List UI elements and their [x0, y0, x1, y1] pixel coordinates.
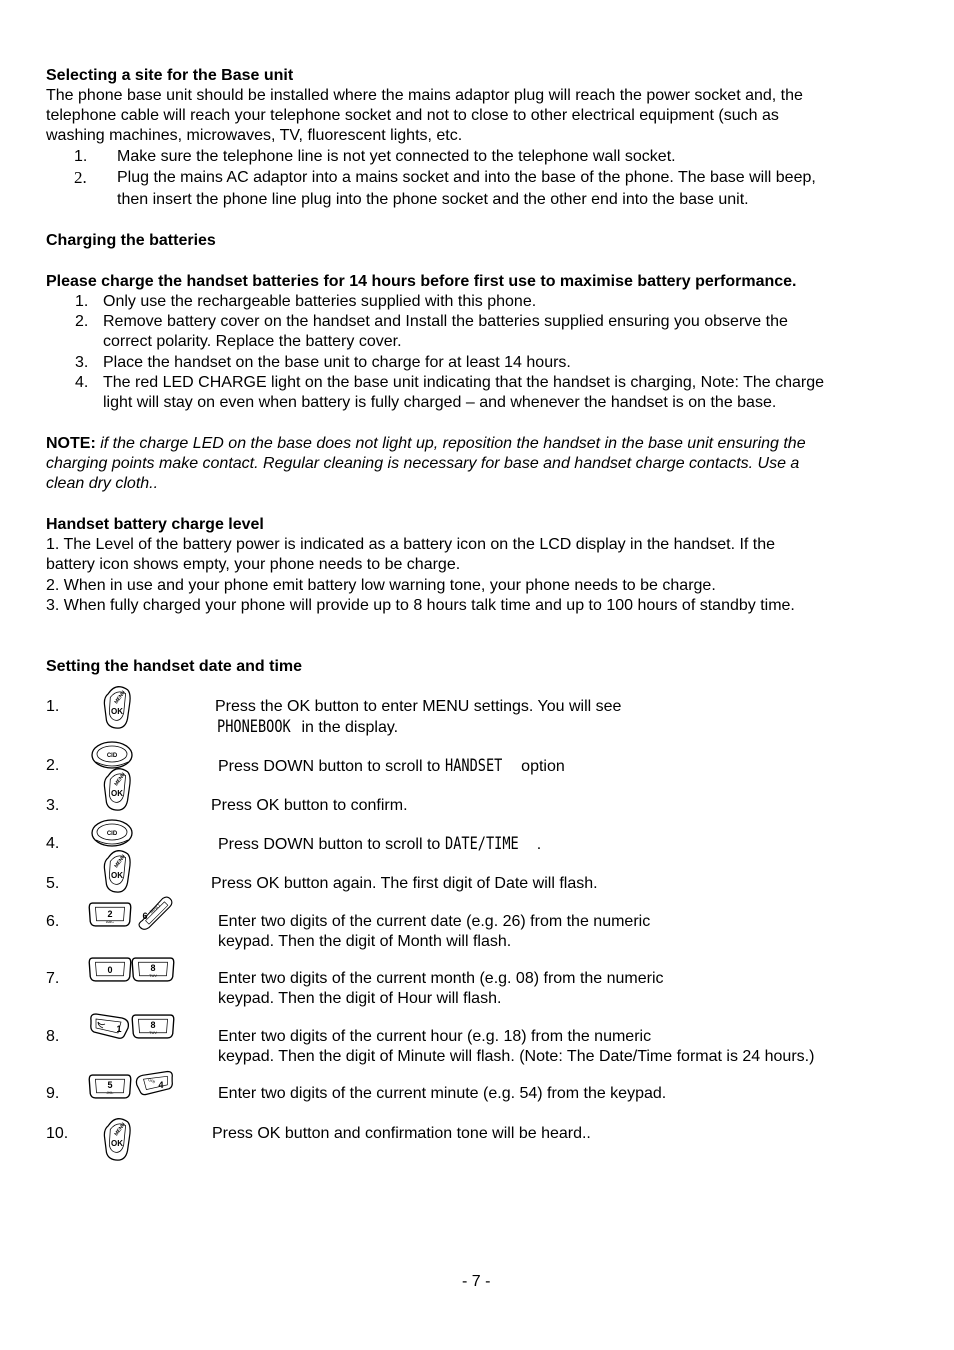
- key-0-icon: [88, 956, 132, 983]
- key-6-sub: MNO: [148, 903, 162, 916]
- key-0-label: 0: [107, 965, 113, 975]
- ok-menu-key-icon: [101, 1116, 133, 1162]
- cid-key-label: CID: [106, 753, 118, 759]
- key-8-sub: TUV: [149, 973, 157, 978]
- list-number: 2.: [74, 168, 87, 187]
- ok-key-label: OK: [111, 871, 123, 880]
- key-8-tuv-icon: [131, 1013, 175, 1040]
- key-8-label: 8: [150, 963, 156, 973]
- ok-menu-key-icon: [101, 848, 133, 894]
- section-heading-battery-level: Handset battery charge level: [46, 516, 264, 533]
- list-number: 2.: [75, 313, 89, 330]
- paragraph-line: The phone base unit should be installed where the mains adaptor plug will reach the power socket and, the: [46, 87, 803, 104]
- key-2-label: 2: [107, 909, 113, 919]
- ok-key-label: OK: [111, 789, 123, 798]
- paragraph-line: battery icon shows empty, your phone needs to be charge.: [46, 556, 461, 573]
- cid-key-label: CID: [106, 831, 118, 837]
- menu-key-label: MENU: [113, 1121, 127, 1138]
- step-number: 3.: [46, 797, 60, 814]
- key-8-label: 8: [150, 1020, 156, 1030]
- list-item: Make sure the telephone line is not yet connected to the telephone wall socket.: [117, 148, 676, 165]
- ok-key-label: OK: [111, 1139, 123, 1148]
- charging-warning: Please charge the handset batteries for 14 hours before first use to maximise battery performance.: [46, 273, 797, 290]
- step-number: 4.: [46, 835, 60, 852]
- step-number: 6.: [46, 913, 60, 930]
- step-number: 8.: [46, 1028, 60, 1045]
- paragraph-line: 2. When in use and your phone emit battery low warning tone, your phone needs to be charge.: [46, 577, 716, 594]
- step-text-suffix: option: [516, 758, 565, 775]
- paragraph-line: telephone cable will reach your telephone socket and not to close to other electrical equipment (such as: [46, 107, 779, 124]
- step-text: [218, 756, 565, 777]
- key-5-sub: JKL: [106, 1090, 114, 1095]
- paragraph-line: washing machines, microwaves, TV, fluorescent lights, etc.: [46, 127, 463, 144]
- step-number: 10.: [46, 1125, 69, 1142]
- step-text: keypad. Then the digit of Hour will flash.: [218, 990, 502, 1007]
- ok-menu-key-icon: [101, 766, 133, 812]
- note-line: clean dry cloth..: [46, 475, 159, 492]
- list-item: Remove battery cover on the handset and Install the batteries supplied ensuring you observe the: [103, 313, 788, 330]
- key-5-jkl-icon: [88, 1073, 132, 1100]
- menu-key-label: MENU: [113, 689, 127, 706]
- step-text: [218, 834, 541, 855]
- step-number: 7.: [46, 970, 60, 987]
- step-text: Press OK button again. The first digit of Date will flash.: [211, 875, 598, 892]
- note-text: if the charge LED on the base does not light up, reposition the handset in the base unit ensuring the: [95, 435, 806, 452]
- step-text: Press OK button and confirmation tone will be heard..: [212, 1125, 591, 1142]
- key-1-label: 1: [116, 1024, 122, 1034]
- step-number: 5.: [46, 875, 60, 892]
- key-2-sub: ABC: [105, 919, 115, 924]
- key-2-abc-icon: [88, 901, 132, 928]
- list-number: 4.: [75, 374, 89, 391]
- key-4-label: 4: [158, 1080, 164, 1090]
- list-number: 3.: [75, 354, 89, 371]
- step-number: 2.: [46, 757, 60, 774]
- step-text: Enter two digits of the current date (e.g. 26) from the numeric: [218, 913, 651, 930]
- section-heading-charging: Charging the batteries: [46, 232, 216, 249]
- paragraph-line: 1. The Level of the battery power is indicated as a battery icon on the LCD display in the handset. If the: [46, 536, 776, 553]
- list-item: light will stay on even when battery is fully charged – and whenever the handset is on the base.: [103, 394, 777, 411]
- key-6-label: 6: [142, 911, 148, 921]
- key-5-label: 5: [107, 1080, 113, 1090]
- key-8-sub: TUV: [149, 1030, 157, 1035]
- list-number: 1.: [75, 293, 89, 310]
- key-1-voicemail-icon: [88, 1010, 132, 1040]
- key-4-sub: GHI: [147, 1076, 156, 1085]
- section-heading-date-time: Setting the handset date and time: [46, 658, 303, 675]
- list-number: 1.: [74, 148, 88, 165]
- step-text: [217, 717, 398, 738]
- step-number: 1.: [46, 698, 60, 715]
- step-text-prefix: Press DOWN button to scroll to: [218, 758, 445, 775]
- step-text: Enter two digits of the current hour (e.g. 18) from the numeric: [218, 1028, 652, 1045]
- list-item: Plug the mains AC adaptor into a mains socket and into the base of the phone. The base will beep,: [117, 169, 816, 186]
- key-6-mno-icon: [134, 895, 176, 931]
- key-8-tuv-icon: [131, 956, 175, 983]
- note-line: [46, 434, 806, 454]
- step-number: 9.: [46, 1085, 60, 1102]
- step-text-suffix: in the display.: [297, 719, 399, 736]
- list-item: then insert the phone line plug into the phone socket and the other end into the base unit.: [117, 191, 749, 208]
- section-heading-base-unit: Selecting a site for the Base unit: [46, 67, 294, 84]
- menu-key-label: MENU: [113, 853, 127, 870]
- step-text: Enter two digits of the current minute (e.g. 54) from the keypad.: [218, 1085, 667, 1102]
- step-text: Press OK button to confirm.: [211, 797, 408, 814]
- step-text-suffix: .: [536, 836, 542, 853]
- note-label: NOTE:: [46, 435, 96, 452]
- lcd-handset: HANDSET: [444, 756, 503, 776]
- list-item: The red LED CHARGE light on the base unit indicating that the handset is charging, Note: The charge: [103, 374, 825, 391]
- note-line: charging points make contact. Regular cleaning is necessary for base and handset charge contacts. Use a: [46, 455, 800, 472]
- menu-key-label: MENU: [113, 771, 127, 788]
- page-number: - 7 -: [462, 1273, 491, 1290]
- lcd-phonebook: PHONEBOOK: [217, 717, 291, 737]
- list-item: correct polarity. Replace the battery cover.: [103, 333, 402, 350]
- paragraph-line: 3. When fully charged your phone will provide up to 8 hours talk time and up to 100 hours of standby time.: [46, 597, 795, 614]
- ok-menu-key-icon: [101, 684, 133, 730]
- ok-key-label: OK: [111, 707, 123, 716]
- list-item: Only use the rechargeable batteries supplied with this phone.: [103, 293, 537, 310]
- cid-down-key-icon: [89, 818, 135, 848]
- list-item: Place the handset on the base unit to charge for at least 14 hours.: [103, 354, 571, 371]
- step-text: Press the OK button to enter MENU settings. You will see: [215, 698, 622, 715]
- lcd-date-time: DATE/TIME: [444, 834, 519, 854]
- step-text: Enter two digits of the current month (e.g. 08) from the numeric: [218, 970, 664, 987]
- step-text: keypad. Then the digit of Minute will flash. (Note: The Date/Time format is 24 hours.): [218, 1048, 815, 1065]
- step-text: keypad. Then the digit of Month will flash.: [218, 933, 512, 950]
- step-text-prefix: Press DOWN button to scroll to: [218, 836, 445, 853]
- key-4-ghi-icon: [133, 1067, 175, 1097]
